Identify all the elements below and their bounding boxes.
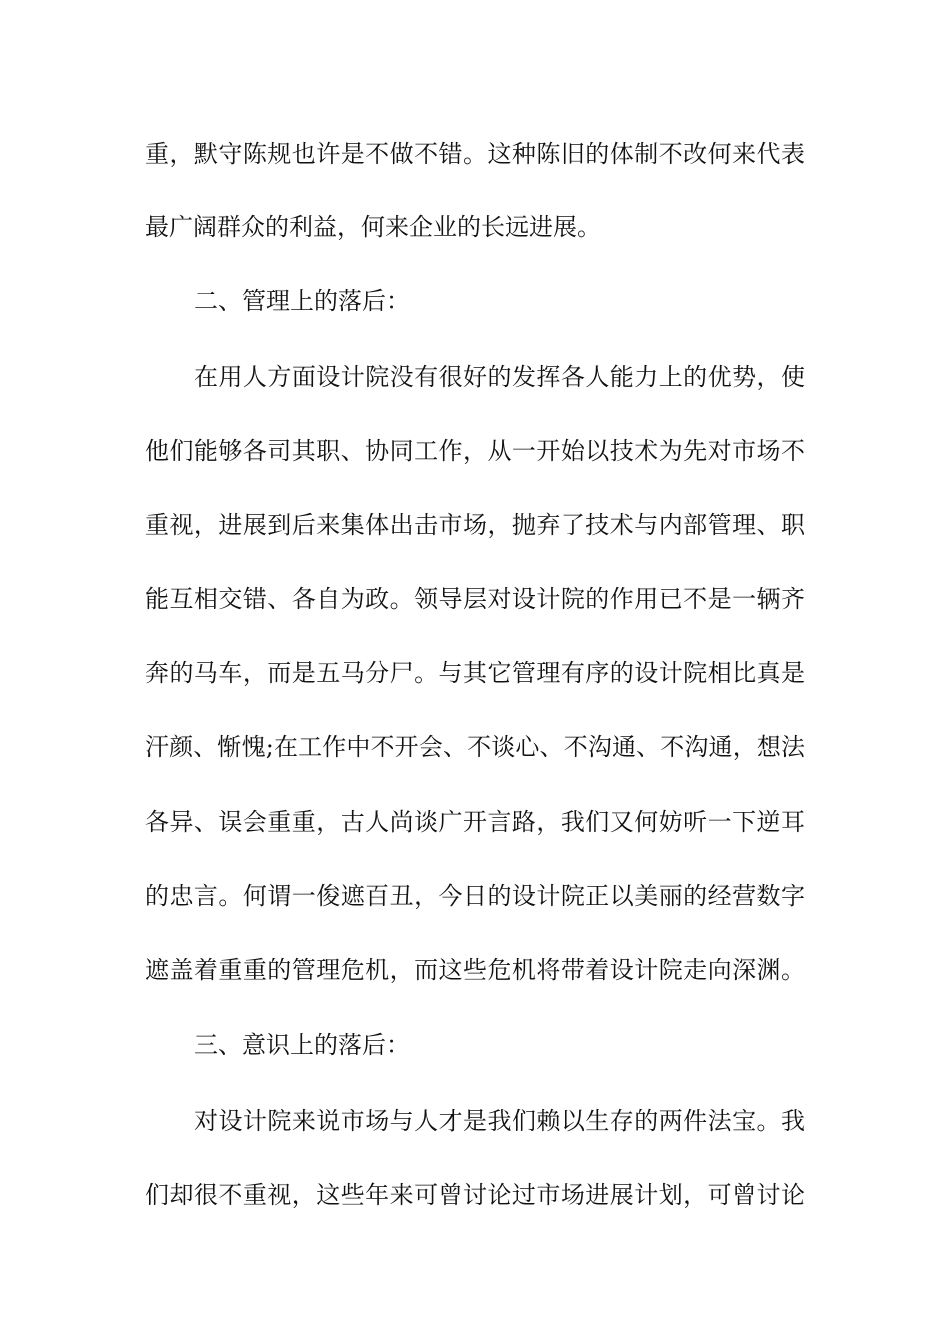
paragraph-1-line-1: 重，默守陈规也许是不做不错。这种陈旧的体制不改何来代表 [145,140,805,168]
paragraph-3-line-9: 遮盖着重重的管理危机，而这些危机将带着设计院走向深渊。 [145,956,805,984]
paragraph-3-line-4: 能互相交错、各自为政。领导层对设计院的作用已不是一辆齐 [145,585,805,613]
section-heading-awareness: 三、意识上的落后： [194,1031,410,1059]
paragraph-5-line-2: 们却很不重视，这些年来可曾讨论过市场进展计划，可曾讨论 [145,1181,805,1209]
paragraph-3-line-1: 在用人方面设计院没有很好的发挥各人能力上的优势，使 [194,363,805,391]
paragraph-3-line-5: 奔的马车，而是五马分尸。与其它管理有序的设计院相比真是 [145,659,805,687]
paragraph-3-line-7: 各异、误会重重，古人尚谈广开言路，我们又何妨听一下逆耳 [145,808,805,836]
paragraph-3-line-6: 汗颜、惭愧;在工作中不开会、不谈心、不沟通、不沟通，想法 [145,733,805,761]
paragraph-3-line-3: 重视，进展到后来集体出击市场，抛弃了技术与内部管理、职 [145,511,805,539]
paragraph-3-line-8: 的忠言。何谓一俊遮百丑，今日的设计院正以美丽的经营数字 [145,882,805,910]
paragraph-1-line-2: 最广阔群众的利益，何来企业的长远进展。 [145,213,601,241]
paragraph-3-line-2: 他们能够各司其职、协同工作，从一开始以技术为先对市场不 [145,437,805,465]
paragraph-5-line-1: 对设计院来说市场与人才是我们赖以生存的两件法宝。我 [194,1107,805,1135]
section-heading-management: 二、管理上的落后： [194,287,410,315]
